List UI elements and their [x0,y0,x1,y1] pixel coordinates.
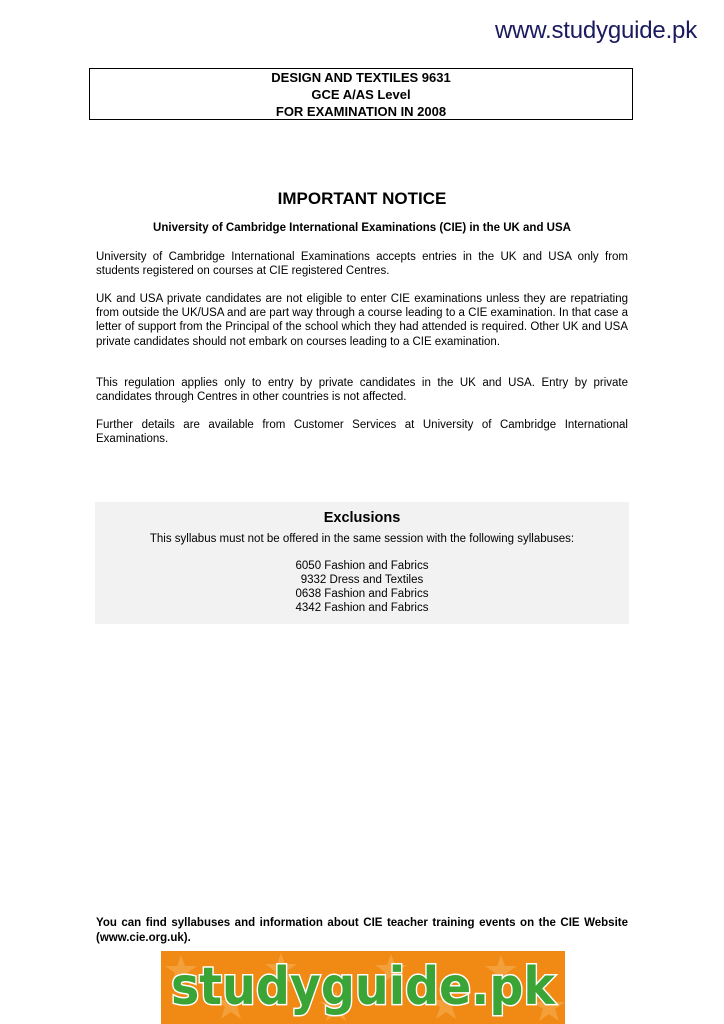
header-syllabus-title: DESIGN AND TEXTILES 9631 [271,69,451,85]
syllabus-header-box [89,68,633,120]
footer-text: You can find syllabuses and information about CIE teacher training events on the CIE Website (www.cie.org.uk). [96,917,628,944]
list-item: 6050 Fashion and Fabrics [295,560,429,572]
exclusions-panel [95,502,629,624]
header-level: GCE A/AS Level [311,86,411,102]
exclusions-description: This syllabus must not be offered in the same session with the following syllabuses: [149,533,575,545]
logo-graphic [161,951,565,1024]
exclusions-title: Exclusions [323,510,401,526]
list-item: 9332 Dress and Textiles [300,574,424,586]
site-url[interactable]: www.studyguide.pk [494,17,697,44]
notice-paragraph: Further details are available from Customer Services at University of Cambridge International Examinations. [96,419,628,446]
notice-paragraph: This regulation applies only to entry by private candidates in the UK and USA. Entry by private candidates through Centres in other countries is not affected. [96,377,628,404]
logo-text: studyguide.pk [171,957,557,1017]
notice-subtitle: University of Cambridge International Examinations (CIE) in the UK and USA [153,222,571,234]
list-item: 0638 Fashion and Fabrics [295,588,429,600]
notice-paragraph: UK and USA private candidates are not eligible to enter CIE examinations unless they are repatriating from outside the UK/USA and are part way through a course leading to a CIE examination. In that case a letter of support from the Principal of the school which they had attended is required. Other UK and USA private candidates should not embark on courses leading to a CIE examination. [96,293,628,348]
studyguide-logo[interactable] [161,951,565,1024]
notice-title: IMPORTANT NOTICE [277,189,447,208]
header-exam-year: FOR EXAMINATION IN 2008 [275,103,447,119]
notice-paragraph: University of Cambridge International Examinations accepts entries in the UK and USA only from students registered on courses at CIE registered Centres. [96,251,628,278]
exclusions-list [95,559,629,615]
list-item: 4342 Fashion and Fabrics [295,602,429,614]
